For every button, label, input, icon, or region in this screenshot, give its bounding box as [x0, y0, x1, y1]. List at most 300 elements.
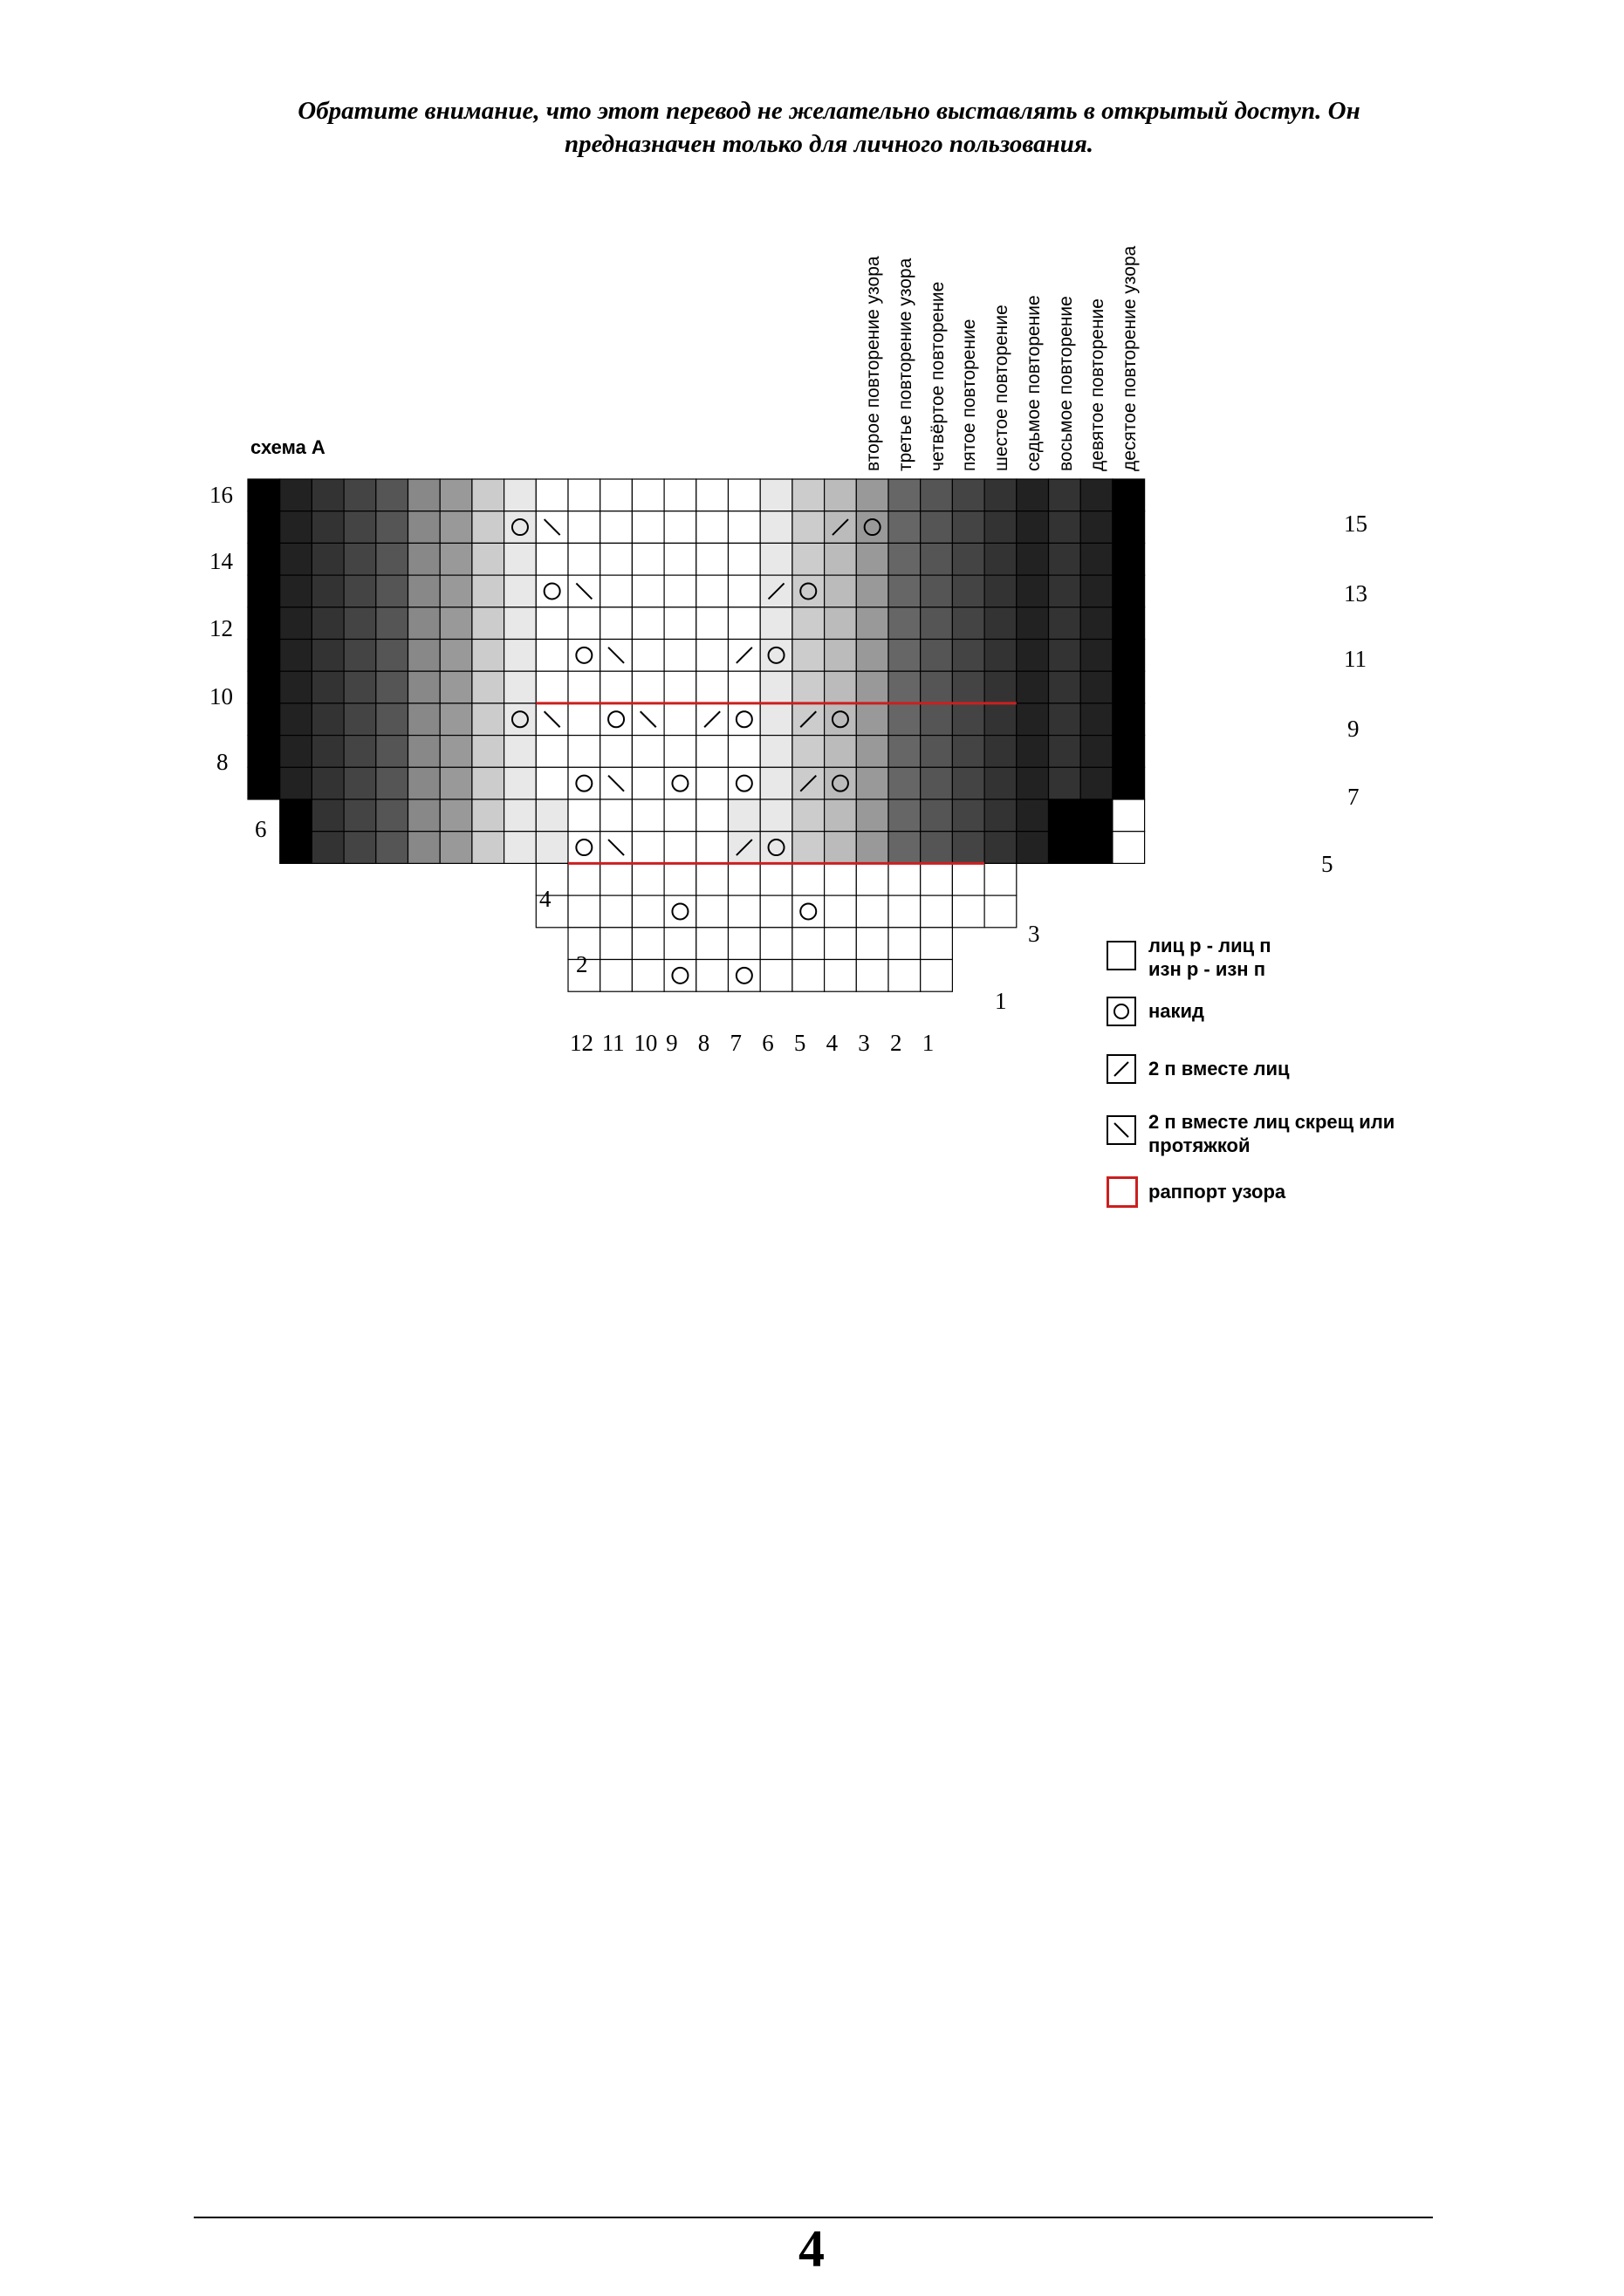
chart-cell — [568, 607, 600, 640]
chart-cell — [792, 832, 825, 864]
chart-cell — [921, 863, 953, 895]
chart-cell — [600, 895, 633, 928]
chart-cell — [760, 671, 792, 703]
chart-cell — [1049, 640, 1081, 672]
chart-cell — [280, 511, 312, 544]
chart-cell — [729, 543, 761, 575]
chart-cell — [952, 799, 984, 832]
chart-cell — [921, 736, 953, 768]
chart-cell — [952, 736, 984, 768]
chart-cell — [984, 703, 1017, 736]
chart-cell — [760, 736, 792, 768]
chart-cell — [729, 960, 761, 992]
chart-cell — [760, 928, 792, 960]
chart-cell — [696, 511, 729, 544]
chart-cell — [729, 928, 761, 960]
chart-cell — [1017, 607, 1049, 640]
chart-cell — [440, 511, 472, 544]
chart-cell — [632, 960, 664, 992]
chart-cell — [408, 607, 441, 640]
chart-cell — [472, 640, 504, 672]
chart-cell — [1080, 703, 1113, 736]
chart-cell — [408, 767, 441, 799]
chart-cell — [1017, 703, 1049, 736]
chart-cell — [856, 799, 888, 832]
chart-cell — [696, 863, 729, 895]
chart-cell — [952, 640, 984, 672]
chart-cell — [952, 575, 984, 607]
chart-cell — [856, 607, 888, 640]
chart-cell — [1017, 671, 1049, 703]
chart-cell — [825, 928, 857, 960]
yarn-over-icon — [1107, 997, 1136, 1026]
chart-cell — [664, 960, 696, 992]
chart-cell — [1080, 671, 1113, 703]
repeat-label: восьмое повторение — [1055, 296, 1076, 471]
chart-cell — [376, 832, 408, 864]
chart-cell — [632, 575, 664, 607]
chart-cell — [344, 607, 376, 640]
chart-cell — [440, 799, 472, 832]
chart-cell — [1080, 543, 1113, 575]
chart-cell — [312, 607, 344, 640]
chart-cell — [280, 832, 312, 864]
chart-cell — [472, 511, 504, 544]
chart-cell — [792, 736, 825, 768]
chart-cell — [1049, 832, 1081, 864]
chart-cell — [825, 895, 857, 928]
chart-cell — [792, 799, 825, 832]
chart-cell — [632, 895, 664, 928]
chart-cell — [472, 799, 504, 832]
chart-cell — [825, 671, 857, 703]
chart-cell — [408, 543, 441, 575]
chart-cell — [568, 895, 600, 928]
chart-cell — [984, 607, 1017, 640]
chart-cell — [792, 575, 825, 607]
row-number-left: 14 — [209, 548, 233, 574]
chart-cell — [568, 479, 600, 511]
chart-cell — [472, 607, 504, 640]
chart-cell — [664, 832, 696, 864]
chart-cell — [825, 479, 857, 511]
legend-repeat: раппорт узора — [1148, 1181, 1286, 1203]
chart-cell — [921, 928, 953, 960]
chart-cell — [376, 640, 408, 672]
chart-cell — [312, 767, 344, 799]
chart-cell — [280, 479, 312, 511]
chart-cell — [1049, 479, 1081, 511]
chart-cell — [888, 736, 921, 768]
chart-cell — [536, 479, 568, 511]
chart-cell — [280, 703, 312, 736]
chart-cell — [280, 767, 312, 799]
chart-cell — [568, 671, 600, 703]
chart-cell — [376, 575, 408, 607]
chart-cell — [472, 767, 504, 799]
chart-cell — [632, 736, 664, 768]
repeat-label: пятое повторение — [959, 319, 980, 471]
chart-cell — [1017, 479, 1049, 511]
chart-cell — [312, 736, 344, 768]
chart-cell — [344, 479, 376, 511]
chart-cell — [504, 607, 537, 640]
chart-cell — [632, 928, 664, 960]
chart-cell — [440, 543, 472, 575]
chart-cell — [984, 511, 1017, 544]
chart-cell — [344, 640, 376, 672]
repeat-label: второе повторение узора — [863, 256, 884, 471]
chart-cell — [856, 703, 888, 736]
chart-cell — [344, 543, 376, 575]
chart-cell — [921, 960, 953, 992]
chart-cell — [664, 575, 696, 607]
row-number-left: 4 — [539, 886, 552, 912]
chart-cell — [1113, 832, 1145, 864]
legend-ssk-line1: 2 п вместе лиц скрещ или — [1148, 1111, 1395, 1133]
chart-cell — [568, 863, 600, 895]
chart-cell — [632, 832, 664, 864]
scheme-title: схема А — [250, 436, 325, 458]
chart-cell — [344, 511, 376, 544]
chart-cell — [1080, 736, 1113, 768]
repeat-label: девятое повторение — [1087, 298, 1108, 471]
row-number-right: 7 — [1347, 784, 1360, 810]
chart-cell — [984, 543, 1017, 575]
chart-cell — [1049, 767, 1081, 799]
chart-cell — [888, 960, 921, 992]
chart-cell — [408, 799, 441, 832]
chart-cell — [696, 607, 729, 640]
chart-cell — [376, 543, 408, 575]
chart-cell — [825, 767, 857, 799]
chart-cell — [600, 799, 633, 832]
chart-cell — [376, 607, 408, 640]
chart-cell — [888, 799, 921, 832]
chart-cell — [632, 543, 664, 575]
chart-cell — [408, 671, 441, 703]
chart-cell — [696, 575, 729, 607]
chart-cell — [729, 767, 761, 799]
chart-cell — [504, 640, 537, 672]
chart-cell — [504, 799, 537, 832]
chart-cell — [1080, 575, 1113, 607]
chart-cell — [1049, 575, 1081, 607]
chart-cell — [568, 640, 600, 672]
knit-stitch-icon — [1107, 941, 1136, 970]
chart-cell — [825, 543, 857, 575]
chart-cell — [344, 832, 376, 864]
chart-cell — [472, 479, 504, 511]
chart-cell — [921, 703, 953, 736]
chart-cell — [344, 736, 376, 768]
chart-cell — [984, 863, 1017, 895]
chart-cell — [825, 575, 857, 607]
chart-cell — [825, 703, 857, 736]
chart-cell — [504, 479, 537, 511]
edge-bar-right — [1126, 479, 1145, 799]
chart-cell — [344, 767, 376, 799]
chart-cell — [632, 799, 664, 832]
chart-cell — [729, 703, 761, 736]
chart-cell — [952, 703, 984, 736]
footer-divider — [194, 2217, 1433, 2218]
notice-line-2: предназначен только для личного пользования. — [564, 130, 1094, 158]
chart-cell — [1017, 736, 1049, 768]
repeat-label: шестое повторение — [991, 305, 1012, 471]
chart-cell — [472, 703, 504, 736]
chart-cell — [600, 479, 633, 511]
column-number: 6 — [762, 1030, 774, 1056]
chart-cell — [600, 511, 633, 544]
chart-cell — [536, 640, 568, 672]
chart-cell — [376, 703, 408, 736]
chart-cell — [632, 767, 664, 799]
chart-cell — [921, 575, 953, 607]
chart-cell — [568, 511, 600, 544]
page-number: 4 — [798, 2220, 825, 2278]
chart-cell — [536, 607, 568, 640]
chart-cell — [696, 928, 729, 960]
chart-cell — [664, 479, 696, 511]
chart-cell — [792, 543, 825, 575]
chart-cell — [472, 671, 504, 703]
chart-cell — [664, 736, 696, 768]
chart-cell — [344, 703, 376, 736]
chart-cell — [1017, 767, 1049, 799]
chart-cell — [408, 703, 441, 736]
chart-cell — [632, 640, 664, 672]
chart-cell — [760, 607, 792, 640]
column-number: 4 — [826, 1030, 839, 1056]
chart-cell — [312, 575, 344, 607]
chart-cell — [856, 960, 888, 992]
chart-cell — [1049, 511, 1081, 544]
chart-cell — [729, 863, 761, 895]
chart-cell — [760, 895, 792, 928]
chart-cell — [632, 671, 664, 703]
chart-cell — [952, 607, 984, 640]
chart-cell — [536, 767, 568, 799]
chart-cell — [1080, 832, 1113, 864]
chart-cell — [408, 832, 441, 864]
chart-cell — [888, 575, 921, 607]
chart-cell — [921, 640, 953, 672]
chart-cell — [440, 607, 472, 640]
chart-cell — [632, 607, 664, 640]
chart-cell — [952, 832, 984, 864]
chart-cell — [729, 799, 761, 832]
chart-cell — [600, 607, 633, 640]
chart-cell — [729, 575, 761, 607]
chart-cell — [888, 640, 921, 672]
row-number-right: 3 — [1028, 921, 1040, 947]
chart-cell — [729, 895, 761, 928]
column-number: 2 — [890, 1030, 902, 1056]
chart-cell — [472, 575, 504, 607]
column-number: 8 — [697, 1030, 710, 1056]
chart-cell — [1049, 607, 1081, 640]
chart-cell — [312, 640, 344, 672]
chart-cell — [856, 543, 888, 575]
right-slant-decrease-icon — [1107, 1054, 1136, 1084]
chart-cell — [1080, 767, 1113, 799]
chart-cell — [440, 640, 472, 672]
row-number-right: 5 — [1321, 851, 1333, 877]
chart-cell — [984, 736, 1017, 768]
chart-cell — [1080, 511, 1113, 544]
chart-cell — [536, 736, 568, 768]
chart-cell — [1017, 575, 1049, 607]
chart-cell — [440, 832, 472, 864]
column-number: 1 — [922, 1030, 935, 1056]
column-number: 10 — [634, 1030, 658, 1056]
chart-cell — [792, 928, 825, 960]
chart-cell — [825, 832, 857, 864]
chart-cell — [280, 575, 312, 607]
chart-cell — [952, 543, 984, 575]
chart-cell — [952, 671, 984, 703]
column-number: 7 — [730, 1030, 742, 1056]
chart-cell — [888, 607, 921, 640]
row-number-right: 11 — [1344, 646, 1367, 672]
chart-cell — [600, 960, 633, 992]
column-number: 12 — [570, 1030, 593, 1056]
chart-cell — [664, 511, 696, 544]
chart-cell — [312, 479, 344, 511]
chart-cell — [600, 928, 633, 960]
chart-cell — [312, 543, 344, 575]
chart-cell — [536, 575, 568, 607]
chart-cell — [536, 799, 568, 832]
chart-cell — [952, 479, 984, 511]
chart-cell — [888, 928, 921, 960]
chart-cell — [760, 960, 792, 992]
chart-cell — [344, 671, 376, 703]
chart-cell — [600, 703, 633, 736]
chart-cell — [792, 960, 825, 992]
chart-cell — [696, 543, 729, 575]
chart-cell — [376, 799, 408, 832]
chart-cell — [664, 671, 696, 703]
repeat-label: десятое повторение узора — [1119, 245, 1140, 471]
column-number: 5 — [793, 1030, 806, 1056]
chart-cell — [856, 575, 888, 607]
chart-cell — [344, 799, 376, 832]
repeat-label: третье повторение узора — [895, 257, 915, 471]
chart-cell — [376, 511, 408, 544]
chart-cell — [921, 479, 953, 511]
chart-cell — [536, 671, 568, 703]
chart-cell — [888, 767, 921, 799]
chart-cell — [376, 736, 408, 768]
chart-cell — [504, 511, 537, 544]
chart-cell — [792, 895, 825, 928]
chart-cell — [664, 543, 696, 575]
legend-knit-line1: лиц р - лиц п — [1148, 935, 1271, 956]
chart-cell — [664, 607, 696, 640]
chart-cell — [856, 895, 888, 928]
chart-cell — [888, 703, 921, 736]
chart-cell — [729, 511, 761, 544]
chart-cell — [921, 607, 953, 640]
row-number-left: 10 — [209, 683, 233, 709]
chart-cell — [696, 479, 729, 511]
chart-cell — [984, 767, 1017, 799]
repeat-box-icon — [1107, 1176, 1138, 1208]
chart-cell — [664, 928, 696, 960]
chart-cell — [280, 736, 312, 768]
chart-cell — [504, 736, 537, 768]
chart-cell — [792, 511, 825, 544]
chart-cell — [825, 960, 857, 992]
chart-cell — [921, 832, 953, 864]
chart-cell — [664, 703, 696, 736]
chart-cell — [729, 671, 761, 703]
chart-cell — [312, 799, 344, 832]
left-slant-decrease-icon — [1107, 1115, 1136, 1145]
chart-cell — [504, 703, 537, 736]
chart-cell — [504, 832, 537, 864]
chart-cell — [568, 832, 600, 864]
chart-cell — [312, 511, 344, 544]
chart-cell — [472, 832, 504, 864]
chart-cell — [888, 543, 921, 575]
chart-cell — [1049, 703, 1081, 736]
chart-cell — [600, 671, 633, 703]
chart-cell — [408, 736, 441, 768]
chart-cell — [280, 607, 312, 640]
chart-cell — [696, 895, 729, 928]
chart-cell — [440, 703, 472, 736]
chart-cell — [952, 863, 984, 895]
chart-cell — [440, 479, 472, 511]
chart-cell — [952, 511, 984, 544]
chart-cell — [921, 799, 953, 832]
column-number: 9 — [666, 1030, 678, 1056]
chart-cell — [729, 607, 761, 640]
chart-cell — [696, 767, 729, 799]
chart-cell — [408, 640, 441, 672]
chart-cell — [792, 671, 825, 703]
row-number-left: 16 — [209, 482, 233, 508]
chart-cell — [921, 895, 953, 928]
chart-cell — [472, 543, 504, 575]
column-number: 3 — [858, 1030, 870, 1056]
chart-cell — [888, 671, 921, 703]
column-number: 11 — [601, 1030, 625, 1056]
chart-cell — [856, 863, 888, 895]
chart-cell — [760, 863, 792, 895]
chart-cell — [984, 640, 1017, 672]
chart-cell — [696, 640, 729, 672]
chart-cell — [632, 479, 664, 511]
chart-cell — [760, 479, 792, 511]
row-number-right: 1 — [995, 988, 1007, 1014]
chart-cell — [1017, 543, 1049, 575]
chart-cell — [376, 479, 408, 511]
chart-cell — [472, 736, 504, 768]
chart-cell — [600, 736, 633, 768]
chart-cell — [856, 511, 888, 544]
chart-cell — [856, 928, 888, 960]
chart-cell — [1049, 671, 1081, 703]
chart-cell — [568, 543, 600, 575]
chart-cell — [568, 736, 600, 768]
chart-cell — [408, 511, 441, 544]
legend-k2tog: 2 п вместе лиц — [1148, 1058, 1290, 1079]
chart-cell — [825, 736, 857, 768]
